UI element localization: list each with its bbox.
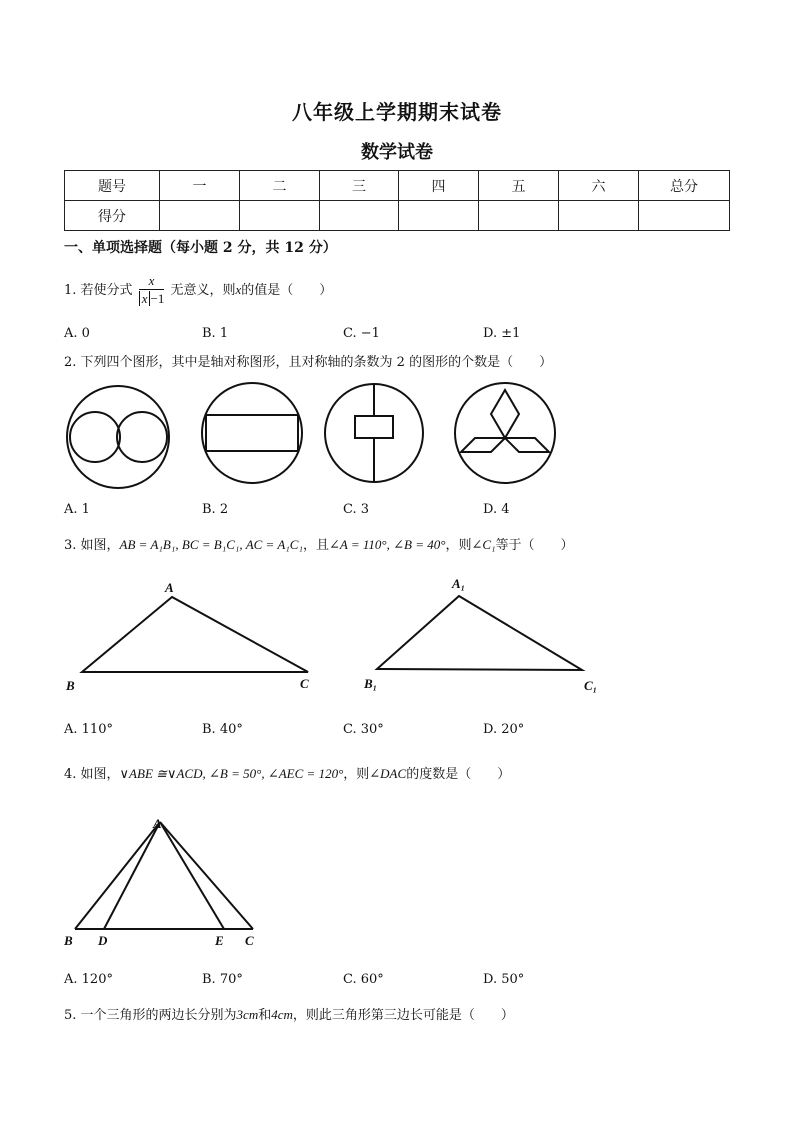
vertex-label-a: A [153, 816, 162, 831]
segment-ae [160, 822, 224, 929]
question-text: 等于（ ） [495, 538, 574, 553]
vertex-label-b1: B₁ [364, 676, 378, 691]
vertex-label-d: D [98, 933, 108, 948]
math-expression: ∨ABE ≅∨ACD, ∠B = 50°, ∠AEC = 120° [119, 766, 344, 781]
math-expression: AB = A₁B₁, BC = B₁C₁, AC = A₁C₁ [119, 537, 303, 552]
option-a[interactable]: A. 1 [64, 502, 90, 517]
option-a[interactable]: A. 0 [64, 326, 90, 341]
segment-ab [75, 822, 160, 929]
math-expression: 4cm [271, 1007, 293, 1022]
option-b[interactable]: B. 70° [202, 972, 243, 987]
question-text: 无意义，则 [170, 283, 236, 298]
vertex-label-c: C [300, 676, 309, 691]
score-cell: 一 [160, 171, 240, 201]
question-text: 4. 如图， [64, 767, 120, 782]
math-expression: ∠DAC [369, 766, 407, 781]
question-text: 和 [258, 1008, 272, 1023]
segment-ad [104, 822, 160, 929]
question-5 [64, 1004, 514, 1023]
math-variable: x [235, 282, 242, 297]
option-b[interactable]: B. 1 [202, 326, 229, 341]
vertex-label-c1: C₁ [584, 678, 598, 693]
abs-value: x [139, 291, 151, 306]
vertex-label-b: B [66, 678, 75, 693]
vertex-label-e: E [215, 933, 224, 948]
option-c[interactable]: C. 60° [343, 972, 384, 987]
vertex-label-a1: A₁ [452, 576, 466, 591]
score-cell: 四 [399, 171, 479, 201]
vertex-label-b: B [64, 933, 73, 948]
option-a[interactable]: A. 120° [64, 972, 113, 987]
section-heading: 一、单项选择题（每小题 2 分，共 12 分） [64, 240, 337, 256]
vertex-label-a: A [165, 580, 174, 595]
fraction-numerator: x [139, 273, 165, 290]
option-d[interactable]: D. 50° [483, 972, 525, 987]
option-b[interactable]: B. 40° [202, 722, 243, 737]
math-expression: ∠C₁ [471, 537, 496, 552]
question-2: 2. 下列四个图形，其中是轴对称图形，且对称轴的条数为 2 的图形的个数是（ ） [64, 355, 553, 370]
question-text: ，且 [303, 538, 330, 553]
exam-subtitle: 数学试卷 [361, 142, 433, 163]
score-cell: 二 [240, 171, 320, 201]
vertex-label-c: C [245, 933, 254, 948]
fraction-denominator-rest: −1 [150, 291, 165, 306]
score-cell: 五 [479, 171, 559, 201]
question-text: 5. 一个三角形的两边长分别为 [64, 1008, 237, 1023]
score-cell: 三 [320, 171, 399, 201]
score-label-cell: 得分 [65, 201, 160, 231]
exam-title: 八年级上学期期末试卷 [292, 100, 502, 124]
option-c[interactable]: C. −1 [343, 326, 380, 341]
question-text: ，则此三角形第三边长可能是（ ） [292, 1008, 514, 1023]
option-c[interactable]: C. 3 [343, 502, 370, 517]
question-text: 若使分式 [80, 283, 133, 298]
option-d[interactable]: D. ±1 [483, 326, 521, 341]
score-cell: 题号 [65, 171, 160, 201]
question-text: 的值是（ ） [241, 283, 333, 298]
score-cell: 总分 [639, 171, 730, 201]
option-a[interactable]: A. 110° [64, 722, 113, 737]
question-text: ，则 [445, 538, 472, 553]
option-d[interactable]: D. 4 [483, 502, 510, 517]
question-text: ，则 [343, 767, 370, 782]
math-expression: ∠A = 110°, ∠B = 40° [329, 537, 446, 552]
question-number: 1. [64, 283, 77, 298]
option-b[interactable]: B. 2 [202, 502, 229, 517]
option-d[interactable]: D. 20° [483, 722, 525, 737]
option-c[interactable]: C. 30° [343, 722, 384, 737]
segment-ac [160, 822, 253, 929]
score-cell: 六 [559, 171, 639, 201]
question-text: 的度数是（ ） [406, 767, 511, 782]
math-expression: 3cm [236, 1007, 259, 1022]
question-text: 3. 如图， [64, 538, 120, 553]
